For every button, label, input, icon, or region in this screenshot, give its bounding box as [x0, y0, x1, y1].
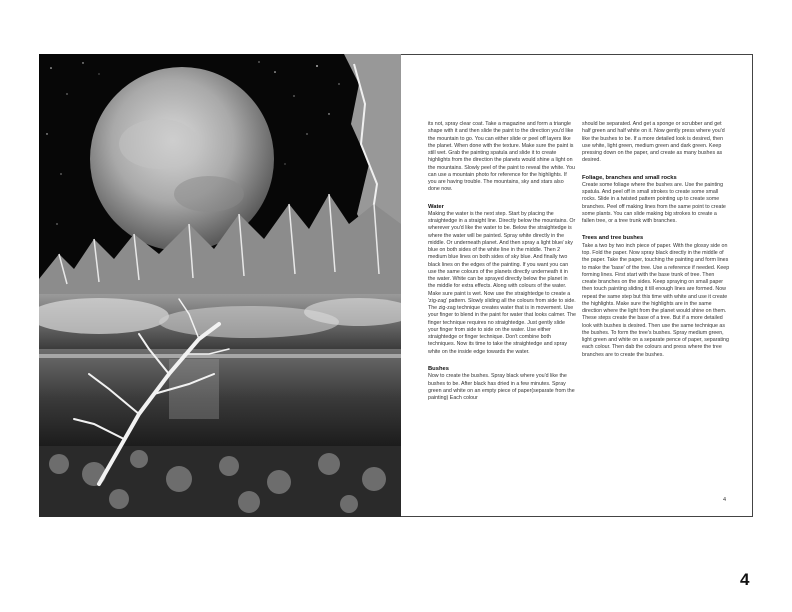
foliage-heading: Foliage, branches and small rocks — [582, 174, 677, 181]
text-page — [401, 54, 753, 517]
mountains-paragraph: its not, spray clear coat. Take a magazine and form a triangle shape with it and then slide the paint to the direction you'd like the mountain to go. You can either slide or peel off layers like the planet. When done with the texture. Make sure the paint is still wet. Grab the painting spatula and slide it to create highlights from the direction the planets would shine a light on the mountains. Slowly peel of the paint to reveal the white. You can use a mountain photo for reference for the highlights. If you are having trouble. The mountains, sky and stars also done now. — [428, 121, 575, 193]
foliage-paragraph: Create some foliage where the bushes are. Use the painting spatula. And peel off in small strokes to create some small rocks. Slide in a twisted pattern pointing up to create some branches. Peel off making lines from the same point to create some plants. You can slide making big strokes to create a fallen tree, or a tree trunk with branches. — [582, 181, 726, 225]
trees-paragraph: Take a two by two inch piece of paper. With the glossy side on top. Fold the paper. Now spray black directly in the middle of the paper. Take the paper, touching the painting and form lines to make the 'base' of the tree. Use a reference if needed. Keep forming lines. First start with the base trunk of tree. Then create branches on the sides. Keep spraying on small paper then touch painting sliding it till enough lines are formed. Now repeat the same step but this time with white and use it create the highlights. Make sure the highlights are in the same direction where the light from the planet would shine on them. These steps create the base of a tree. But if a more detailed look with bushes is desired. Then use the same technique as the bushes. To form the tree's bushes. Spray medium green, light green and white on a separate pence of paper, separating each colour. Then dab the colours and press where the tree branches are to create the bushes. — [582, 242, 730, 358]
page-number: 4 — [740, 570, 750, 589]
trees-heading: Trees and tree bushes — [582, 235, 644, 242]
text-column-right — [582, 121, 730, 359]
text-column-left — [428, 121, 576, 402]
bushes-continued-paragraph: should be separated. And get a sponge or scrubber and get half green and half white on it. Now gently press where you'd like the bushes to be. If a more detailed look is desired, then use white, light green, medium green and dark green. Keep pressing down on the paper, and create as many bushes as desired. — [582, 121, 725, 164]
water-paragraph: Making the water is the next step. Start by placing the straightedge in a straight line. Directly below the mountains. Or wherever you'd like the water to be. Below the straightedge is where the water will be painted. Spray white directly in the middle. Or underneath planet. And then spray a light blue/ sky blue on both sides of the white line in the middle. Then 2 medium blue lines on both sides of sky blue. And finally two black lines on the edges of the painting. If you want you can use the same colours of the planets directly underneath it in the water. White can be sprayed directly below the planet in the middle for extra effects. Along with colours of the water. Make sure paint is wet. Now use the straightedge to create a 'zig-zag' pattern. Slowly sliding all the colours from side to side. The zig-zag technique creates water that is in movement. Use your finger to blend in the paint for water that looks calmer. The finger technique requires no straightedge. Just gently slide your finger from side to side on the water. Use either straightedge or finger technique. Don't combine both techniques. Now its time to take the straightedge and spray white on the inside edge towards the water. — [428, 210, 577, 355]
bushes-paragraph: Now to create the bushes. Spray black where you'd like the bushes to be. After black has dried in a few minutes. Spray green and white on an empty piece of paper(separate from the painting) Each colour — [428, 373, 575, 402]
bushes-heading: Bushes — [428, 365, 449, 372]
spray-paint-artwork-photo — [39, 54, 401, 517]
water-heading: Water — [428, 203, 444, 210]
inner-page-number: 4 — [723, 497, 727, 503]
